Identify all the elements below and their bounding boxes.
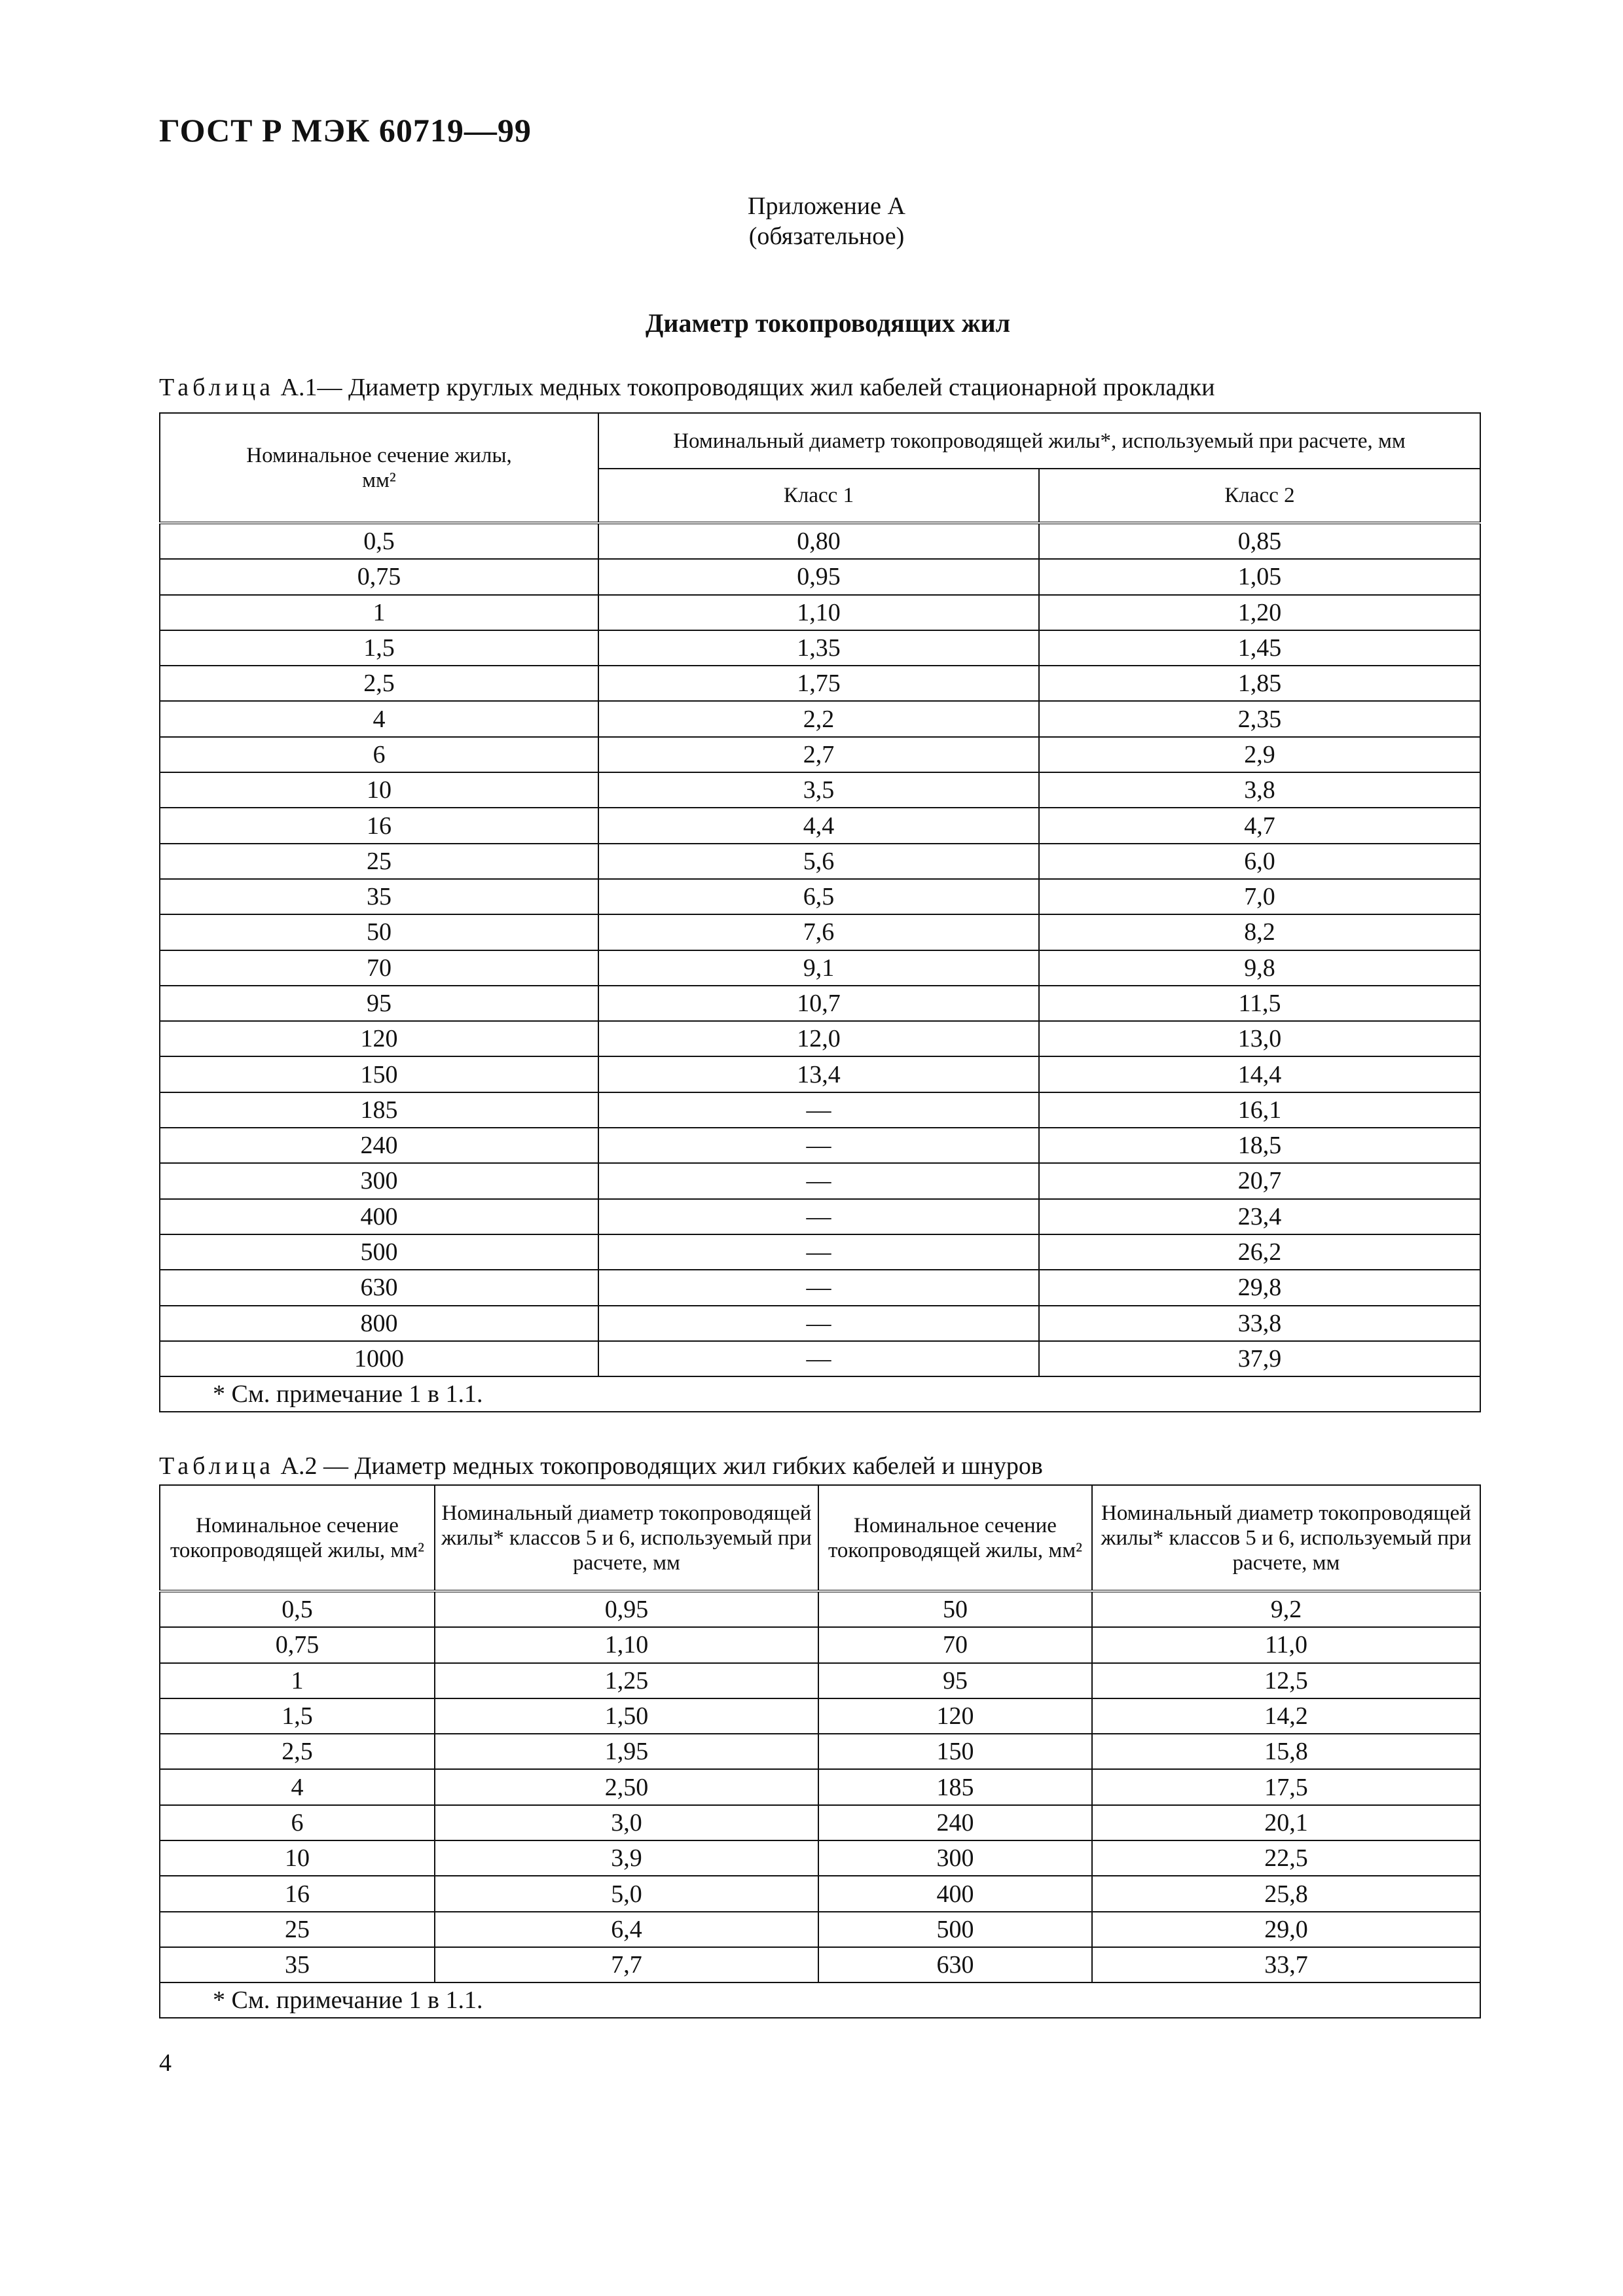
table-cell: — bbox=[598, 1341, 1039, 1376]
table-cell: 3,0 bbox=[435, 1805, 818, 1840]
table-row bbox=[160, 808, 1480, 843]
table-cell: 11,5 bbox=[1039, 986, 1480, 1021]
table-cell: 8,2 bbox=[1039, 914, 1480, 950]
table-row bbox=[160, 1128, 1480, 1163]
table-cell: 240 bbox=[160, 1128, 598, 1163]
table-row bbox=[160, 879, 1480, 914]
table-cell: 400 bbox=[818, 1876, 1092, 1911]
table-cell: 400 bbox=[160, 1199, 598, 1234]
table-cell: 29,0 bbox=[1092, 1912, 1480, 1947]
table-row bbox=[160, 701, 1480, 736]
table-cell: 6,4 bbox=[435, 1912, 818, 1947]
table-cell: 13,0 bbox=[1039, 1021, 1480, 1056]
table-row bbox=[160, 1199, 1480, 1234]
table-cell: 3,8 bbox=[1039, 772, 1480, 808]
table-cell: 33,8 bbox=[1039, 1306, 1480, 1341]
table-cell: — bbox=[598, 1199, 1039, 1234]
table-row bbox=[160, 630, 1480, 666]
table-cell: 10 bbox=[160, 772, 598, 808]
table-cell: 240 bbox=[818, 1805, 1092, 1840]
table-cell: 500 bbox=[160, 1234, 598, 1270]
table-a2-label: Таблица bbox=[159, 1452, 275, 1480]
table-cell: 9,1 bbox=[598, 950, 1039, 986]
t1-header-diameter: Номинальный диаметр токопроводящей жилы*, используемый при расчете, мм bbox=[598, 413, 1480, 469]
appendix-title: Приложение А bbox=[748, 192, 905, 220]
t1-header-class2: Класс 2 bbox=[1039, 469, 1480, 523]
table-a1-caption-text: А.1— Диаметр круглых медных токопроводящих жил кабелей стационарной прокладки bbox=[274, 374, 1215, 401]
table-cell: 35 bbox=[160, 879, 598, 914]
table-cell: 2,9 bbox=[1039, 737, 1480, 772]
table-cell: — bbox=[598, 1128, 1039, 1163]
table-footnote: * См. примечание 1 в 1.1. bbox=[160, 1982, 1480, 2018]
table-cell: 0,95 bbox=[435, 1591, 818, 1627]
table-footnote: * См. примечание 1 в 1.1. bbox=[160, 1376, 1480, 1412]
table-cell: — bbox=[598, 1234, 1039, 1270]
table-cell: 5,0 bbox=[435, 1876, 818, 1911]
table-cell: 120 bbox=[818, 1698, 1092, 1734]
table-cell: 6 bbox=[160, 1805, 435, 1840]
table-row bbox=[160, 914, 1480, 950]
table-cell: 2,5 bbox=[160, 666, 598, 701]
table-cell: 2,35 bbox=[1039, 701, 1480, 736]
t2-body bbox=[160, 1591, 1480, 2018]
table-cell: 0,85 bbox=[1039, 523, 1480, 559]
section-title bbox=[0, 308, 1623, 338]
footnote-row bbox=[160, 1376, 1480, 1412]
appendix-heading bbox=[0, 191, 1623, 251]
table-cell: 14,2 bbox=[1092, 1698, 1480, 1734]
table-cell: 4,4 bbox=[598, 808, 1039, 843]
table-cell: 26,2 bbox=[1039, 1234, 1480, 1270]
table-cell: 1,75 bbox=[598, 666, 1039, 701]
table-cell: 9,8 bbox=[1039, 950, 1480, 986]
table-cell: 500 bbox=[818, 1912, 1092, 1947]
table-cell: 20,1 bbox=[1092, 1805, 1480, 1840]
table-cell: 150 bbox=[160, 1056, 598, 1092]
table-a2 bbox=[159, 1484, 1481, 2018]
table-cell: 6,0 bbox=[1039, 844, 1480, 879]
table-cell: 33,7 bbox=[1092, 1947, 1480, 1982]
table-row bbox=[160, 737, 1480, 772]
table-cell: 25 bbox=[160, 844, 598, 879]
page-number: 4 bbox=[159, 2049, 172, 2077]
table-cell: 300 bbox=[818, 1840, 1092, 1876]
table-cell: 1,5 bbox=[160, 630, 598, 666]
table-cell: 95 bbox=[160, 986, 598, 1021]
table-cell: 15,8 bbox=[1092, 1734, 1480, 1769]
table-row bbox=[160, 1163, 1480, 1198]
section-title-text: Диаметр токопроводящих жил bbox=[645, 308, 1011, 338]
table-cell: 95 bbox=[818, 1663, 1092, 1698]
table-row bbox=[160, 1270, 1480, 1305]
table-cell: — bbox=[598, 1163, 1039, 1198]
table-cell: 2,5 bbox=[160, 1734, 435, 1769]
table-a1-caption bbox=[159, 373, 1215, 402]
table-row bbox=[160, 1092, 1480, 1128]
table-cell: 6,5 bbox=[598, 879, 1039, 914]
table-row bbox=[160, 1840, 1480, 1876]
t1-header-section-text: Номинальное сечение жилы, мм² bbox=[246, 443, 512, 492]
table-cell: 11,0 bbox=[1092, 1627, 1480, 1662]
table-cell: 300 bbox=[160, 1163, 598, 1198]
table-cell: 1,95 bbox=[435, 1734, 818, 1769]
table-row bbox=[160, 772, 1480, 808]
table-cell: 16 bbox=[160, 1876, 435, 1911]
table-cell: 1 bbox=[160, 595, 598, 630]
table-cell: 0,75 bbox=[160, 1627, 435, 1662]
table-row bbox=[160, 559, 1480, 594]
table-row bbox=[160, 666, 1480, 701]
table-cell: 16,1 bbox=[1039, 1092, 1480, 1128]
table-cell: 18,5 bbox=[1039, 1128, 1480, 1163]
table-cell: 150 bbox=[818, 1734, 1092, 1769]
table-cell: 3,5 bbox=[598, 772, 1039, 808]
table-row bbox=[160, 844, 1480, 879]
t1-header-section bbox=[160, 413, 598, 523]
footnote-row bbox=[160, 1982, 1480, 2018]
table-cell: 1,10 bbox=[598, 595, 1039, 630]
table-row bbox=[160, 1234, 1480, 1270]
table-a1-label: Таблица bbox=[159, 374, 275, 401]
table-cell: 7,7 bbox=[435, 1947, 818, 1982]
table-cell: 7,6 bbox=[598, 914, 1039, 950]
table-cell: 1,50 bbox=[435, 1698, 818, 1734]
table-a2-caption bbox=[159, 1452, 1043, 1480]
table-cell: 10,7 bbox=[598, 986, 1039, 1021]
table-cell: 25 bbox=[160, 1912, 435, 1947]
table-cell: 4 bbox=[160, 1769, 435, 1804]
table-cell: 16 bbox=[160, 808, 598, 843]
table-row bbox=[160, 1947, 1480, 1982]
table-row bbox=[160, 1769, 1480, 1804]
table-cell: 1000 bbox=[160, 1341, 598, 1376]
table-cell: 1,10 bbox=[435, 1627, 818, 1662]
document-code: ГОСТ Р МЭК 60719—99 bbox=[159, 112, 532, 149]
table-cell: 10 bbox=[160, 1840, 435, 1876]
table-cell: 0,80 bbox=[598, 523, 1039, 559]
table-cell: 1,5 bbox=[160, 1698, 435, 1734]
table-cell: 12,5 bbox=[1092, 1663, 1480, 1698]
table-cell: 50 bbox=[818, 1591, 1092, 1627]
table-cell: 50 bbox=[160, 914, 598, 950]
table-cell: 185 bbox=[160, 1092, 598, 1128]
table-row bbox=[160, 1591, 1480, 1627]
table-row bbox=[160, 1805, 1480, 1840]
table-cell: 1 bbox=[160, 1663, 435, 1698]
table-cell: 0,5 bbox=[160, 1591, 435, 1627]
table-cell: 9,2 bbox=[1092, 1591, 1480, 1627]
table-cell: 185 bbox=[818, 1769, 1092, 1804]
table-row bbox=[160, 1876, 1480, 1911]
table-cell: 1,85 bbox=[1039, 666, 1480, 701]
table-cell: 1,05 bbox=[1039, 559, 1480, 594]
t2-header-diameter-2: Номинальный диаметр токопроводящей жилы* классов 5 и 6, используемый при расчете, мм bbox=[1092, 1485, 1480, 1591]
table-cell: 0,5 bbox=[160, 523, 598, 559]
table-cell: 0,95 bbox=[598, 559, 1039, 594]
table-row bbox=[160, 1734, 1480, 1769]
table-cell: 5,6 bbox=[598, 844, 1039, 879]
table-cell: 120 bbox=[160, 1021, 598, 1056]
table-cell: 630 bbox=[160, 1270, 598, 1305]
table-row bbox=[160, 1627, 1480, 1662]
table-cell: 7,0 bbox=[1039, 879, 1480, 914]
table-cell: 17,5 bbox=[1092, 1769, 1480, 1804]
table-cell: 3,9 bbox=[435, 1840, 818, 1876]
table-row bbox=[160, 986, 1480, 1021]
table-cell: 800 bbox=[160, 1306, 598, 1341]
table-cell: 2,50 bbox=[435, 1769, 818, 1804]
table-cell: 1,45 bbox=[1039, 630, 1480, 666]
table-cell: 1,35 bbox=[598, 630, 1039, 666]
t1-body bbox=[160, 523, 1480, 1412]
table-cell: 13,4 bbox=[598, 1056, 1039, 1092]
appendix-status: (обязательное) bbox=[748, 223, 905, 250]
t2-header-diameter-1: Номинальный диаметр токопроводящей жилы* классов 5 и 6, используемый при расчете, мм bbox=[435, 1485, 818, 1591]
t1-header-class1: Класс 1 bbox=[598, 469, 1039, 523]
table-cell: 20,7 bbox=[1039, 1163, 1480, 1198]
table-cell: 37,9 bbox=[1039, 1341, 1480, 1376]
table-cell: 4 bbox=[160, 701, 598, 736]
table-cell: 2,7 bbox=[598, 737, 1039, 772]
t2-header-section-2: Номинальное сечение токопроводящей жилы, мм² bbox=[818, 1485, 1092, 1591]
table-a2-caption-text: А.2 — Диаметр медных токопроводящих жил гибких кабелей и шнуров bbox=[274, 1452, 1043, 1480]
table-row bbox=[160, 595, 1480, 630]
table-row bbox=[160, 1663, 1480, 1698]
table-cell: 35 bbox=[160, 1947, 435, 1982]
table-cell: — bbox=[598, 1092, 1039, 1128]
table-cell: 25,8 bbox=[1092, 1876, 1480, 1911]
table-cell: 0,75 bbox=[160, 559, 598, 594]
table-cell: 6 bbox=[160, 737, 598, 772]
table-a1 bbox=[159, 412, 1481, 1412]
table-row bbox=[160, 1341, 1480, 1376]
table-cell: — bbox=[598, 1306, 1039, 1341]
table-cell: 70 bbox=[818, 1627, 1092, 1662]
table-cell: 70 bbox=[160, 950, 598, 986]
table-cell: — bbox=[598, 1270, 1039, 1305]
table-cell: 22,5 bbox=[1092, 1840, 1480, 1876]
table-row bbox=[160, 1698, 1480, 1734]
table-row bbox=[160, 1056, 1480, 1092]
table-cell: 14,4 bbox=[1039, 1056, 1480, 1092]
table-cell: 12,0 bbox=[598, 1021, 1039, 1056]
table-row bbox=[160, 950, 1480, 986]
t2-header-section-1: Номинальное сечение токопроводящей жилы, мм² bbox=[160, 1485, 435, 1591]
table-cell: 630 bbox=[818, 1947, 1092, 1982]
table-row bbox=[160, 1021, 1480, 1056]
table-row bbox=[160, 1912, 1480, 1947]
table-row bbox=[160, 1306, 1480, 1341]
table-cell: 29,8 bbox=[1039, 1270, 1480, 1305]
table-cell: 1,25 bbox=[435, 1663, 818, 1698]
table-cell: 4,7 bbox=[1039, 808, 1480, 843]
table-cell: 23,4 bbox=[1039, 1199, 1480, 1234]
table-cell: 2,2 bbox=[598, 701, 1039, 736]
table-row bbox=[160, 523, 1480, 559]
table-cell: 1,20 bbox=[1039, 595, 1480, 630]
